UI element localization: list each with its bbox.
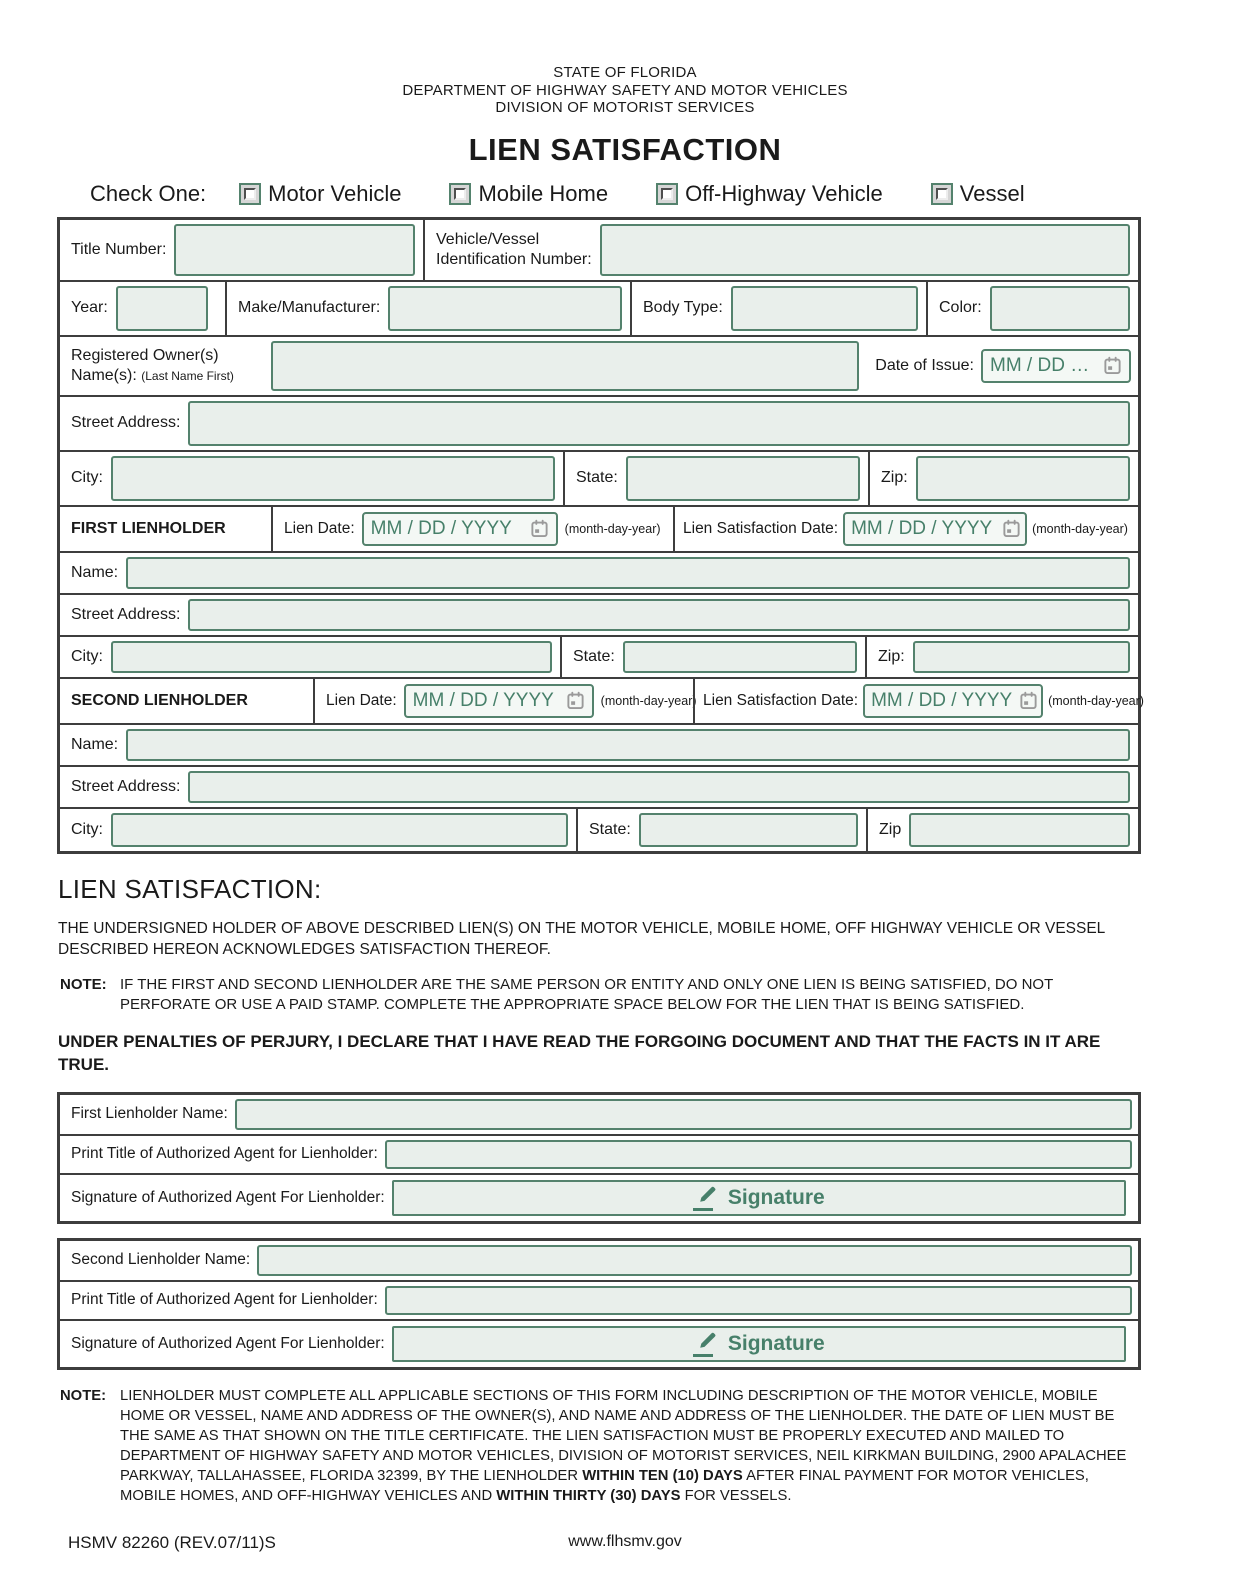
second-lienholder-street-field[interactable]	[188, 771, 1130, 803]
second-lienholder-heading-cell	[60, 679, 313, 723]
calendar-icon	[530, 519, 549, 538]
signature-button-label: Signature	[727, 1331, 825, 1355]
table-row	[60, 723, 1138, 765]
second-signature-label: Signature of Authorized Agent For Lienholder:	[71, 1334, 385, 1352]
owner-zip-field[interactable]	[916, 456, 1130, 501]
calendar-icon	[1002, 519, 1021, 538]
table-row	[60, 505, 1138, 551]
first-lienholder-zip-cell	[865, 637, 1138, 677]
first-lienholder-signature-table	[57, 1092, 1141, 1224]
first-lienholder-state-cell	[560, 637, 865, 677]
second-lienholder-city-field[interactable]	[111, 813, 568, 847]
make-field[interactable]	[388, 286, 622, 331]
second-lienholder-name-label: Second Lienholder Name:	[71, 1251, 251, 1269]
first-satisfaction-date-label: Lien Satisfaction Date:	[683, 519, 839, 537]
page-footer	[0, 1533, 1250, 1555]
lien-satisfaction-section-heading: LIEN SATISFACTION:	[58, 873, 322, 904]
first-lien-date-field[interactable]: MM / DD / YYYY	[362, 512, 558, 546]
registered-owner-label: Registered Owner(s) Name(s): (Last Name First)	[71, 346, 234, 384]
table-row	[60, 395, 1138, 450]
first-lien-date-label: Lien Date:	[284, 519, 355, 537]
date-of-issue-field[interactable]: MM / DD …	[981, 349, 1131, 383]
second-lienholder-street-cell	[60, 767, 1138, 807]
year-label: Year:	[71, 299, 108, 316]
satisfaction-paragraph: THE UNDERSIGNED HOLDER OF ABOVE DESCRIBED LIEN(S) ON THE MOTOR VEHICLE, MOBILE HOME, OFF HIGHWAY VEHICLE OR VESSEL DESCRIBED HEREON ACKNOWLEDGES SATISFACTION THEREOF.	[58, 919, 1105, 958]
table-row	[60, 551, 1138, 593]
table-row	[60, 677, 1144, 723]
color-cell	[926, 282, 1138, 335]
first-lienholder-name-field[interactable]	[126, 557, 1130, 589]
second-lienholder-city-cell	[60, 809, 576, 851]
vessel-checkbox[interactable]	[931, 183, 953, 205]
signature-button-label: Signature	[727, 1185, 825, 1209]
second-lien-date-format-note: (month-day-year)	[600, 693, 697, 708]
off-highway-vehicle-label: Off-Highway Vehicle	[685, 180, 883, 206]
calendar-icon	[1019, 691, 1038, 710]
calendar-icon	[1103, 356, 1122, 375]
second-lienholder-name-cell	[60, 725, 1138, 765]
title-number-cell	[60, 220, 423, 280]
same-lienholder-note	[60, 975, 1144, 1016]
table-row	[60, 280, 1138, 335]
table-row	[60, 450, 1138, 505]
first-lienholder-city-label: City:	[71, 647, 103, 665]
check-option-off-highway-vehicle[interactable]	[656, 181, 883, 207]
pen-underline	[693, 1354, 713, 1357]
owner-city-cell	[60, 452, 563, 505]
checkbox-square-icon	[661, 188, 673, 200]
checkbox-square-icon	[244, 188, 256, 200]
pen-signature-icon	[693, 1331, 719, 1357]
year-field[interactable]	[116, 286, 208, 331]
first-lienholder-street-field[interactable]	[188, 599, 1130, 631]
year-cell	[60, 282, 225, 335]
second-lien-date-label: Lien Date:	[326, 691, 397, 709]
check-one-row	[90, 181, 1250, 207]
first-print-title-field[interactable]	[385, 1140, 1132, 1169]
second-print-title-label: Print Title of Authorized Agent for Lienholder:	[71, 1291, 378, 1309]
table-row	[60, 1241, 1138, 1280]
check-option-mobile-home[interactable]	[449, 181, 608, 207]
second-lienholder-name-field[interactable]	[126, 729, 1130, 761]
registered-owner-cell	[60, 337, 1138, 395]
pen-signature-icon	[693, 1185, 719, 1211]
checkbox-square-icon	[936, 188, 948, 200]
date-of-issue-label: Date of Issue:	[875, 356, 974, 374]
mobile-home-label: Mobile Home	[478, 180, 609, 206]
note-text: IF THE FIRST AND SECOND LIENHOLDER ARE THE SAME PERSON OR ENTITY AND ONLY ONE LIEN IS BEING SATISFIED, DO NOT PERFORATE OR USE A PAID STAMP. COMPLETE THE APPROPRIATE SPACE BELOW FOR THE LIEN THAT IS BEING SATISFIED.	[120, 975, 1053, 1014]
calendar-icon	[566, 691, 585, 710]
table-row	[60, 593, 1138, 635]
owner-state-label: State:	[576, 469, 618, 486]
first-lienholder-state-field[interactable]	[623, 641, 857, 673]
body-type-label: Body Type:	[643, 299, 723, 316]
vin-label: Vehicle/Vessel Identification Number:	[436, 230, 592, 268]
table-row	[60, 1280, 1138, 1319]
note-label: NOTE:	[60, 1387, 107, 1404]
registered-owner-field[interactable]	[271, 341, 859, 391]
table-row	[60, 1319, 1138, 1367]
table-row	[60, 335, 1138, 395]
second-lienholder-state-cell	[576, 809, 866, 851]
website-url: www.flhsmv.gov	[568, 1532, 682, 1550]
agency-line-1: STATE OF FLORIDA	[553, 64, 697, 81]
second-lienholder-zip-label: Zip	[879, 820, 902, 838]
second-lienholder-zip-field[interactable]	[909, 813, 1130, 847]
check-one-label: Check One:	[90, 180, 207, 206]
second-satisfaction-date-format-note: (month-day-year)	[1048, 693, 1144, 708]
agency-line-2: DEPARTMENT OF HIGHWAY SAFETY AND MOTOR VEHICLES	[402, 81, 848, 99]
first-lienholder-city-field[interactable]	[111, 641, 552, 673]
first-lienholder-zip-label: Zip:	[878, 647, 905, 665]
check-option-vessel[interactable]	[931, 181, 1025, 207]
table-row	[60, 1173, 1138, 1221]
first-lienholder-heading: FIRST LIENHOLDER	[71, 519, 226, 537]
vehicle-and-lienholder-table	[57, 217, 1144, 854]
table-row	[60, 635, 1138, 677]
second-lienholder-signature-table	[57, 1238, 1141, 1370]
second-lien-date-cell	[313, 679, 697, 723]
second-lienholder-state-field[interactable]	[639, 813, 858, 847]
first-lienholder-name-cell	[60, 553, 1138, 593]
motor-vehicle-label: Motor Vehicle	[268, 180, 402, 206]
owner-zip-cell	[868, 452, 1138, 505]
perjury-statement: UNDER PENALTIES OF PERJURY, I DECLARE THAT I HAVE READ THE FORGOING DOCUMENT AND THAT THE FACTS IN IT ARE TRUE.	[58, 1032, 1101, 1074]
second-satisfaction-date-field[interactable]: MM / DD / YYYY	[863, 684, 1043, 718]
owner-city-field[interactable]	[111, 456, 555, 501]
first-lienholder-city-cell	[60, 637, 560, 677]
make-cell	[225, 282, 630, 335]
check-option-motor-vehicle[interactable]	[239, 181, 401, 207]
note-label: NOTE:	[60, 975, 107, 993]
first-lienholder-heading-cell	[60, 507, 271, 551]
first-signature-label: Signature of Authorized Agent For Lienholder:	[71, 1188, 385, 1206]
owner-last-name-first-note: (Last Name First)	[141, 368, 234, 383]
table-row	[60, 765, 1138, 807]
table-row	[60, 1134, 1138, 1173]
first-lien-date-format-note: (month-day-year)	[564, 521, 661, 536]
second-lienholder-name-label: Name:	[71, 735, 119, 753]
body-type-field[interactable]	[731, 286, 918, 331]
second-lienholder-city-label: City:	[71, 820, 103, 838]
first-lienholder-street-cell	[60, 595, 1138, 635]
first-lienholder-zip-field[interactable]	[913, 641, 1130, 673]
checkbox-square-icon	[454, 188, 466, 200]
second-satisfaction-date-cell	[693, 679, 1144, 723]
owner-street-field[interactable]	[188, 401, 1130, 446]
second-lienholder-zip-cell	[866, 809, 1138, 851]
second-satisfaction-date-label: Lien Satisfaction Date:	[703, 691, 859, 709]
mobile-home-checkbox[interactable]	[449, 183, 471, 205]
first-lienholder-state-label: State:	[573, 647, 615, 665]
motor-vehicle-checkbox[interactable]	[239, 183, 261, 205]
owner-street-cell	[60, 397, 1138, 450]
vin-cell	[423, 220, 1138, 280]
first-lien-date-cell	[271, 507, 673, 551]
agency-header	[0, 0, 1250, 117]
owner-city-label: City:	[71, 469, 103, 486]
lienholder-instructions-note	[60, 1386, 1144, 1507]
first-satisfaction-date-field[interactable]: MM / DD / YYYY	[843, 512, 1027, 546]
title-number-label: Title Number:	[71, 240, 167, 258]
table-row	[60, 1095, 1138, 1134]
form-number: HSMV 82260 (REV.07/11)S	[68, 1532, 276, 1552]
owner-zip-label: Zip:	[881, 469, 908, 486]
second-lienholder-heading: SECOND LIENHOLDER	[71, 691, 248, 709]
note-text: LIENHOLDER MUST COMPLETE ALL APPLICABLE SECTIONS OF THIS FORM INCLUDING DESCRIPTION OF THE MOTOR VEHICLE, MOBILE HOME OR VESSEL, NAME AND ADDRESS OF THE OWNER(S), AND NAME AND ADDRESS OF THE LIENHOLDER. THE DATE OF LIEN MUST BE THE SAME AS THAT SHOWN ON THE TITLE CERTIFICATE. THE LIEN SATISFACTION MUST BE PROPERLY EXECUTED AND MAILED TO DEPARTMENT OF HIGHWAY SAFETY AND MOTOR VEHICLES, DIVISION OF MOTORIST SERVICES, NEIL KIRKMAN BUILDING, 2900 APALACHEE PARKWAY, TALLAHASSEE, FLORIDA 32399, BY THE LIENHOLDER WITHIN TEN (10) DAYS AFTER FINAL PAYMENT FOR MOTOR VEHICLES, MOBILE HOMES, AND OFF-HIGHWAY VEHICLES AND WITHIN THIRTY (30) DAYS FOR VESSELS.	[120, 1387, 1127, 1505]
color-label: Color:	[939, 299, 982, 316]
first-lienholder-name-label: First Lienholder Name:	[71, 1105, 228, 1123]
title-number-field[interactable]	[174, 224, 415, 276]
pen-underline	[693, 1208, 713, 1211]
second-signature-button[interactable]	[392, 1326, 1126, 1362]
first-satisfaction-date-format-note: (month-day-year)	[1032, 521, 1128, 536]
make-label: Make/Manufacturer:	[238, 299, 381, 316]
second-lienholder-street-label: Street Address:	[71, 777, 181, 795]
color-field[interactable]	[990, 286, 1130, 331]
second-lienholder-name-entry-field[interactable]	[257, 1245, 1132, 1276]
table-row	[60, 807, 1138, 851]
owner-state-field[interactable]	[626, 456, 860, 501]
agency-line-3: DIVISION OF MOTORIST SERVICES	[495, 99, 755, 116]
second-print-title-field[interactable]	[385, 1286, 1132, 1315]
first-lienholder-street-label: Street Address:	[71, 605, 181, 623]
second-lien-date-field[interactable]: MM / DD / YYYY	[404, 684, 594, 718]
vessel-label: Vessel	[959, 180, 1025, 206]
vin-field[interactable]	[600, 224, 1130, 276]
first-signature-button[interactable]	[392, 1180, 1126, 1216]
second-lienholder-state-label: State:	[589, 820, 631, 838]
body-type-cell	[630, 282, 926, 335]
first-print-title-label: Print Title of Authorized Agent for Lienholder:	[71, 1145, 378, 1163]
first-lienholder-name-label: Name:	[71, 563, 119, 581]
first-lienholder-name-entry-field[interactable]	[235, 1099, 1132, 1130]
table-row	[60, 220, 1138, 280]
off-highway-vehicle-checkbox[interactable]	[656, 183, 678, 205]
owner-state-cell	[563, 452, 868, 505]
owner-street-label: Street Address:	[71, 414, 181, 431]
form-title: LIEN SATISFACTION	[468, 131, 782, 167]
first-satisfaction-date-cell	[673, 507, 1138, 551]
